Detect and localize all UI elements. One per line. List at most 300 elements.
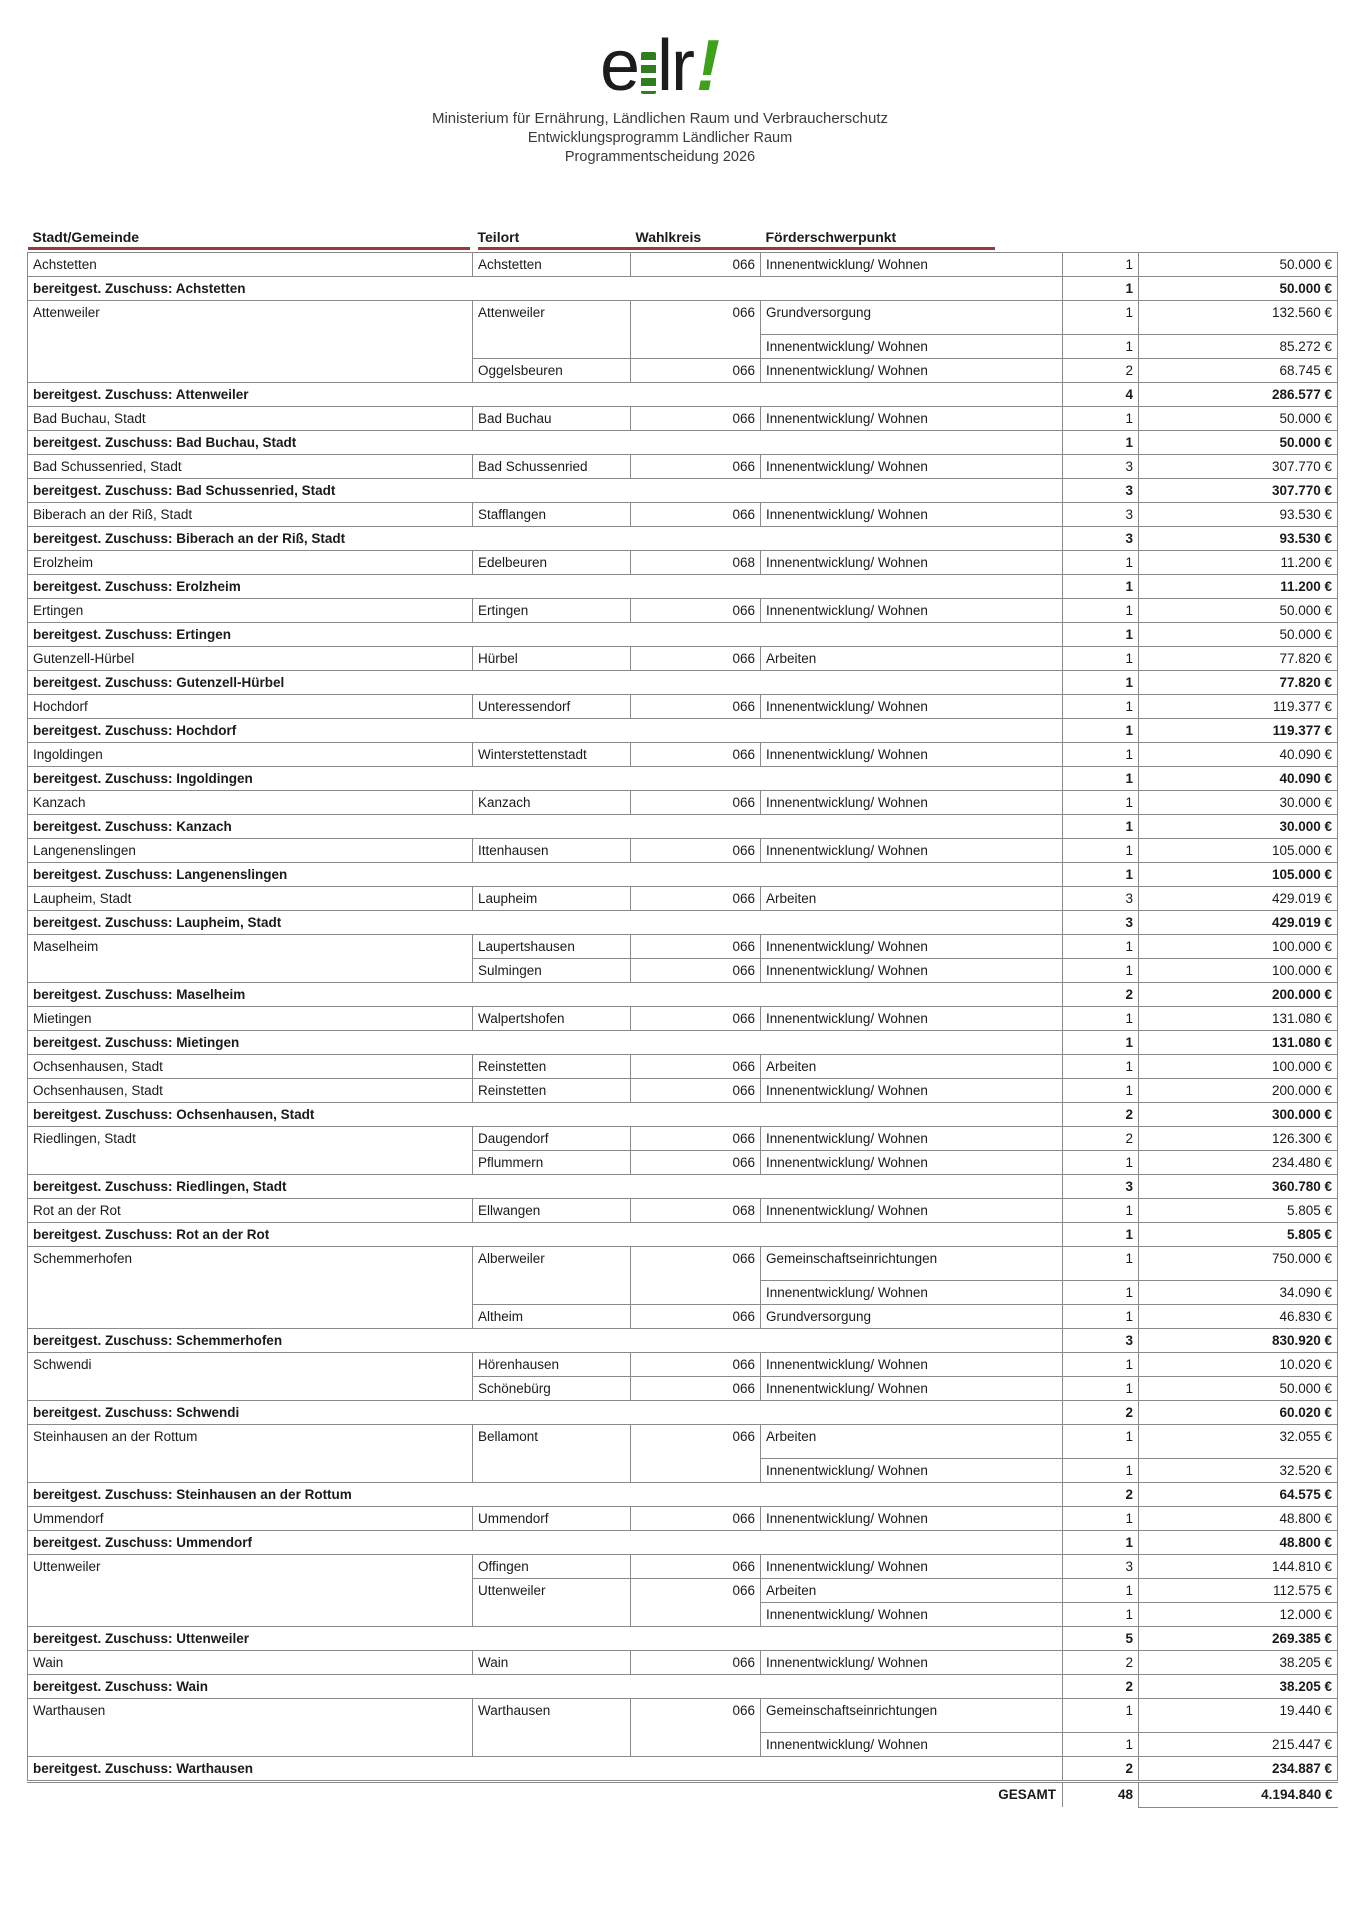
column-header-5 bbox=[1063, 222, 1139, 252]
column-header-3: Wahlkreis bbox=[631, 222, 761, 252]
cell-count: 1 bbox=[1063, 1246, 1139, 1280]
table-row-data bbox=[28, 1126, 1338, 1150]
cell-amount: 234.480 € bbox=[1139, 1150, 1338, 1174]
cell-amount: 30.000 € bbox=[1139, 790, 1338, 814]
subtotal-amount: 30.000 € bbox=[1139, 814, 1338, 838]
cell-wahlkreis: 066 bbox=[631, 502, 761, 526]
subtotal-amount: 360.780 € bbox=[1139, 1174, 1338, 1198]
table-row-data bbox=[28, 550, 1338, 574]
cell-stadt-gemeinde: Kanzach bbox=[28, 790, 473, 814]
cell-count: 1 bbox=[1063, 1054, 1139, 1078]
cell-foerderschwerpunkt: Innenentwicklung/ Wohnen bbox=[761, 934, 1063, 958]
header-row bbox=[28, 222, 1338, 252]
table-row-subtotal bbox=[28, 574, 1338, 598]
subtotal-amount: 48.800 € bbox=[1139, 1530, 1338, 1554]
cell-wahlkreis: 066 bbox=[631, 1376, 761, 1400]
cell-wahlkreis: 066 bbox=[631, 886, 761, 910]
cell-wahlkreis: 066 bbox=[631, 790, 761, 814]
cell-amount: 50.000 € bbox=[1139, 1376, 1338, 1400]
table-row-data bbox=[28, 886, 1338, 910]
cell-foerderschwerpunkt: Innenentwicklung/ Wohnen bbox=[761, 502, 1063, 526]
table-row-subtotal bbox=[28, 276, 1338, 300]
subtotal-amount: 269.385 € bbox=[1139, 1626, 1338, 1650]
cell-count: 1 bbox=[1063, 694, 1139, 718]
table-row-data bbox=[28, 742, 1338, 766]
cell-wahlkreis: 066 bbox=[631, 1650, 761, 1674]
cell-foerderschwerpunkt: Innenentwicklung/ Wohnen bbox=[761, 406, 1063, 430]
subtotal-count: 3 bbox=[1063, 910, 1139, 934]
table-row-data bbox=[28, 252, 1338, 276]
cell-wahlkreis: 066 bbox=[631, 1506, 761, 1530]
cell-amount: 105.000 € bbox=[1139, 838, 1338, 862]
cell-stadt-gemeinde: Bad Schussenried, Stadt bbox=[28, 454, 473, 478]
cell-foerderschwerpunkt: Innenentwicklung/ Wohnen bbox=[761, 334, 1063, 358]
logo-letter-e: e bbox=[599, 26, 639, 106]
cell-amount: 32.055 € bbox=[1139, 1424, 1338, 1458]
cell-foerderschwerpunkt: Innenentwicklung/ Wohnen bbox=[761, 694, 1063, 718]
subtotal-label: bereitgest. Zuschuss: Ochsenhausen, Stadt bbox=[28, 1102, 1063, 1126]
cell-teilort: Daugendorf bbox=[473, 1126, 631, 1150]
cell-foerderschwerpunkt: Arbeiten bbox=[761, 646, 1063, 670]
cell-count: 1 bbox=[1063, 1352, 1139, 1376]
cell-teilort: Laupheim bbox=[473, 886, 631, 910]
cell-amount: 38.205 € bbox=[1139, 1650, 1338, 1674]
subtotal-count: 2 bbox=[1063, 1756, 1139, 1781]
cell-count: 1 bbox=[1063, 300, 1139, 334]
cell-amount: 131.080 € bbox=[1139, 1006, 1338, 1030]
cell-teilort: Kanzach bbox=[473, 790, 631, 814]
cell-amount: 32.520 € bbox=[1139, 1458, 1338, 1482]
subtotal-label: bereitgest. Zuschuss: Achstetten bbox=[28, 276, 1063, 300]
table-row-subtotal bbox=[28, 1400, 1338, 1424]
cell-teilort: Reinstetten bbox=[473, 1054, 631, 1078]
cell-amount: 307.770 € bbox=[1139, 454, 1338, 478]
cell-teilort: Bad Buchau bbox=[473, 406, 631, 430]
cell-wahlkreis: 066 bbox=[631, 1054, 761, 1078]
elr-logo bbox=[599, 26, 720, 106]
cell-count: 1 bbox=[1063, 958, 1139, 982]
cell-teilort: Unteressendorf bbox=[473, 694, 631, 718]
table-row-data bbox=[28, 1054, 1338, 1078]
subtotal-label: bereitgest. Zuschuss: Warthausen bbox=[28, 1756, 1063, 1781]
cell-wahlkreis: 066 bbox=[631, 598, 761, 622]
subtotal-label: bereitgest. Zuschuss: Langenenslingen bbox=[28, 862, 1063, 886]
cell-teilort: Hörenhausen bbox=[473, 1352, 631, 1376]
cell-foerderschwerpunkt: Innenentwicklung/ Wohnen bbox=[761, 1506, 1063, 1530]
subtotal-label: bereitgest. Zuschuss: Riedlingen, Stadt bbox=[28, 1174, 1063, 1198]
cell-count: 1 bbox=[1063, 1198, 1139, 1222]
column-header-4: Förderschwerpunkt bbox=[761, 222, 1063, 252]
cell-count: 1 bbox=[1063, 934, 1139, 958]
subtotal-amount: 40.090 € bbox=[1139, 766, 1338, 790]
cell-wahlkreis: 068 bbox=[631, 1198, 761, 1222]
cell-wahlkreis: 068 bbox=[631, 550, 761, 574]
subtotal-count: 4 bbox=[1063, 382, 1139, 406]
cell-foerderschwerpunkt: Innenentwicklung/ Wohnen bbox=[761, 1458, 1063, 1482]
cell-foerderschwerpunkt: Innenentwicklung/ Wohnen bbox=[761, 1352, 1063, 1376]
cell-foerderschwerpunkt: Arbeiten bbox=[761, 886, 1063, 910]
cell-amount: 112.575 € bbox=[1139, 1578, 1338, 1602]
cell-count: 1 bbox=[1063, 1280, 1139, 1304]
subtotal-amount: 11.200 € bbox=[1139, 574, 1338, 598]
subtotal-count: 3 bbox=[1063, 1328, 1139, 1352]
cell-wahlkreis: 066 bbox=[631, 838, 761, 862]
cell-count: 2 bbox=[1063, 1126, 1139, 1150]
subtotal-label: bereitgest. Zuschuss: Attenweiler bbox=[28, 382, 1063, 406]
cell-wahlkreis: 066 bbox=[631, 1304, 761, 1328]
cell-count: 1 bbox=[1063, 550, 1139, 574]
cell-wahlkreis: 066 bbox=[631, 1554, 761, 1578]
cell-foerderschwerpunkt: Arbeiten bbox=[761, 1424, 1063, 1458]
cell-wahlkreis: 066 bbox=[631, 958, 761, 982]
cell-foerderschwerpunkt: Innenentwicklung/ Wohnen bbox=[761, 1126, 1063, 1150]
cell-foerderschwerpunkt: Innenentwicklung/ Wohnen bbox=[761, 1376, 1063, 1400]
cell-count: 1 bbox=[1063, 406, 1139, 430]
subtotal-count: 1 bbox=[1063, 622, 1139, 646]
cell-teilort: Achstetten bbox=[473, 252, 631, 276]
program-decision-year: Programmentscheidung 2026 bbox=[564, 149, 756, 165]
cell-teilort: Winterstettenstadt bbox=[473, 742, 631, 766]
cell-foerderschwerpunkt: Innenentwicklung/ Wohnen bbox=[761, 790, 1063, 814]
cell-foerderschwerpunkt: Innenentwicklung/ Wohnen bbox=[761, 1650, 1063, 1674]
table-row-subtotal bbox=[28, 1328, 1338, 1352]
subtotal-count: 1 bbox=[1063, 766, 1139, 790]
cell-wahlkreis: 066 bbox=[631, 300, 761, 358]
cell-foerderschwerpunkt: Innenentwicklung/ Wohnen bbox=[761, 598, 1063, 622]
table-row-data bbox=[28, 1198, 1338, 1222]
cell-foerderschwerpunkt: Innenentwicklung/ Wohnen bbox=[761, 1732, 1063, 1756]
cell-teilort: Alberweiler bbox=[473, 1246, 631, 1304]
subtotal-amount: 5.805 € bbox=[1139, 1222, 1338, 1246]
subtotal-count: 2 bbox=[1063, 1482, 1139, 1506]
cell-wahlkreis: 066 bbox=[631, 1698, 761, 1756]
funding-table-body bbox=[28, 252, 1338, 1807]
cell-stadt-gemeinde: Uttenweiler bbox=[28, 1554, 473, 1626]
cell-teilort: Uttenweiler bbox=[473, 1578, 631, 1626]
subtotal-amount: 286.577 € bbox=[1139, 382, 1338, 406]
table-row-data bbox=[28, 1698, 1338, 1732]
cell-wahlkreis: 066 bbox=[631, 1352, 761, 1376]
cell-count: 1 bbox=[1063, 1304, 1139, 1328]
cell-stadt-gemeinde: Erolzheim bbox=[28, 550, 473, 574]
cell-count: 1 bbox=[1063, 1732, 1139, 1756]
cell-teilort: Warthausen bbox=[473, 1698, 631, 1756]
cell-stadt-gemeinde: Wain bbox=[28, 1650, 473, 1674]
cell-teilort: Reinstetten bbox=[473, 1078, 631, 1102]
cell-foerderschwerpunkt: Innenentwicklung/ Wohnen bbox=[761, 454, 1063, 478]
subtotal-amount: 119.377 € bbox=[1139, 718, 1338, 742]
subtotal-amount: 77.820 € bbox=[1139, 670, 1338, 694]
subtotal-label: bereitgest. Zuschuss: Steinhausen an der Rottum bbox=[28, 1482, 1063, 1506]
subtotal-count: 1 bbox=[1063, 1030, 1139, 1054]
table-row-data bbox=[28, 934, 1338, 958]
cell-teilort: Hürbel bbox=[473, 646, 631, 670]
cell-foerderschwerpunkt: Gemeinschaftseinrichtungen bbox=[761, 1698, 1063, 1732]
subtotal-label: bereitgest. Zuschuss: Schemmerhofen bbox=[28, 1328, 1063, 1352]
cell-count: 1 bbox=[1063, 1424, 1139, 1458]
cell-count: 1 bbox=[1063, 646, 1139, 670]
cell-stadt-gemeinde: Steinhausen an der Rottum bbox=[28, 1424, 473, 1482]
logo-letters-lr: lr bbox=[657, 26, 694, 106]
cell-stadt-gemeinde: Rot an der Rot bbox=[28, 1198, 473, 1222]
subtotal-amount: 64.575 € bbox=[1139, 1482, 1338, 1506]
subtotal-count: 3 bbox=[1063, 526, 1139, 550]
cell-count: 3 bbox=[1063, 886, 1139, 910]
subtotal-label: bereitgest. Zuschuss: Biberach an der Riß, Stadt bbox=[28, 526, 1063, 550]
cell-foerderschwerpunkt: Innenentwicklung/ Wohnen bbox=[761, 550, 1063, 574]
cell-amount: 50.000 € bbox=[1139, 252, 1338, 276]
subtotal-amount: 50.000 € bbox=[1139, 276, 1338, 300]
cell-amount: 68.745 € bbox=[1139, 358, 1338, 382]
table-row-subtotal bbox=[28, 670, 1338, 694]
subtotal-count: 1 bbox=[1063, 814, 1139, 838]
cell-teilort: Schönebürg bbox=[473, 1376, 631, 1400]
subtotal-amount: 131.080 € bbox=[1139, 1030, 1338, 1054]
total-label: GESAMT bbox=[998, 1786, 1056, 1802]
cell-count: 1 bbox=[1063, 1078, 1139, 1102]
subtotal-label: bereitgest. Zuschuss: Laupheim, Stadt bbox=[28, 910, 1063, 934]
subtotal-count: 1 bbox=[1063, 718, 1139, 742]
subtotal-amount: 38.205 € bbox=[1139, 1674, 1338, 1698]
table-row-data bbox=[28, 454, 1338, 478]
logo-exclamation: ! bbox=[696, 26, 720, 106]
cell-count: 1 bbox=[1063, 742, 1139, 766]
table-row-data bbox=[28, 598, 1338, 622]
cell-amount: 34.090 € bbox=[1139, 1280, 1338, 1304]
table-row-data bbox=[28, 1424, 1338, 1458]
cell-amount: 85.272 € bbox=[1139, 334, 1338, 358]
cell-count: 2 bbox=[1063, 1650, 1139, 1674]
subtotal-count: 1 bbox=[1063, 276, 1139, 300]
cell-stadt-gemeinde: Schwendi bbox=[28, 1352, 473, 1400]
table-row-subtotal bbox=[28, 1174, 1338, 1198]
total-count: 48 bbox=[1063, 1781, 1139, 1807]
cell-teilort: Stafflangen bbox=[473, 502, 631, 526]
table-row-subtotal bbox=[28, 1674, 1338, 1698]
subtotal-count: 2 bbox=[1063, 1674, 1139, 1698]
table-row-subtotal bbox=[28, 718, 1338, 742]
cell-stadt-gemeinde: Biberach an der Riß, Stadt bbox=[28, 502, 473, 526]
subtotal-label: bereitgest. Zuschuss: Rot an der Rot bbox=[28, 1222, 1063, 1246]
cell-foerderschwerpunkt: Innenentwicklung/ Wohnen bbox=[761, 1554, 1063, 1578]
cell-amount: 429.019 € bbox=[1139, 886, 1338, 910]
subtotal-count: 1 bbox=[1063, 670, 1139, 694]
subtotal-count: 2 bbox=[1063, 982, 1139, 1006]
cell-teilort: Bellamont bbox=[473, 1424, 631, 1482]
table-row-data bbox=[28, 694, 1338, 718]
cell-teilort: Pflummern bbox=[473, 1150, 631, 1174]
table-row-data bbox=[28, 1078, 1338, 1102]
table-row-data bbox=[28, 838, 1338, 862]
cell-foerderschwerpunkt: Innenentwicklung/ Wohnen bbox=[761, 1602, 1063, 1626]
cell-amount: 200.000 € bbox=[1139, 1078, 1338, 1102]
subtotal-amount: 60.020 € bbox=[1139, 1400, 1338, 1424]
cell-wahlkreis: 066 bbox=[631, 934, 761, 958]
table-row-data bbox=[28, 646, 1338, 670]
cell-stadt-gemeinde: Laupheim, Stadt bbox=[28, 886, 473, 910]
subtotal-label: bereitgest. Zuschuss: Schwendi bbox=[28, 1400, 1063, 1424]
table-row-subtotal bbox=[28, 982, 1338, 1006]
table-row-data bbox=[28, 1246, 1338, 1280]
cell-count: 1 bbox=[1063, 1506, 1139, 1530]
subtotal-label: bereitgest. Zuschuss: Bad Buchau, Stadt bbox=[28, 430, 1063, 454]
cell-amount: 10.020 € bbox=[1139, 1352, 1338, 1376]
cell-teilort: Laupertshausen bbox=[473, 934, 631, 958]
cell-wahlkreis: 066 bbox=[631, 454, 761, 478]
cell-teilort: Walpertshofen bbox=[473, 1006, 631, 1030]
table-row-data bbox=[28, 1352, 1338, 1376]
cell-count: 1 bbox=[1063, 1602, 1139, 1626]
table-row-subtotal bbox=[28, 478, 1338, 502]
cell-foerderschwerpunkt: Innenentwicklung/ Wohnen bbox=[761, 1198, 1063, 1222]
cell-teilort: Offingen bbox=[473, 1554, 631, 1578]
table-row-subtotal bbox=[28, 1102, 1338, 1126]
cell-foerderschwerpunkt: Innenentwicklung/ Wohnen bbox=[761, 958, 1063, 982]
total-amount: 4.194.840 € bbox=[1139, 1781, 1338, 1807]
cell-amount: 19.440 € bbox=[1139, 1698, 1338, 1732]
cell-wahlkreis: 066 bbox=[631, 358, 761, 382]
cell-count: 1 bbox=[1063, 334, 1139, 358]
subtotal-label: bereitgest. Zuschuss: Erolzheim bbox=[28, 574, 1063, 598]
cell-stadt-gemeinde: Riedlingen, Stadt bbox=[28, 1126, 473, 1174]
cell-count: 1 bbox=[1063, 252, 1139, 276]
subtotal-count: 1 bbox=[1063, 1530, 1139, 1554]
subtotal-count: 2 bbox=[1063, 1102, 1139, 1126]
cell-amount: 50.000 € bbox=[1139, 598, 1338, 622]
table-row-subtotal bbox=[28, 814, 1338, 838]
subtotal-amount: 50.000 € bbox=[1139, 622, 1338, 646]
cell-foerderschwerpunkt: Gemeinschaftseinrichtungen bbox=[761, 1246, 1063, 1280]
table-row-subtotal bbox=[28, 430, 1338, 454]
cell-amount: 11.200 € bbox=[1139, 550, 1338, 574]
subtotal-amount: 300.000 € bbox=[1139, 1102, 1338, 1126]
subtotal-amount: 830.920 € bbox=[1139, 1328, 1338, 1352]
cell-amount: 12.000 € bbox=[1139, 1602, 1338, 1626]
table-row-data bbox=[28, 1506, 1338, 1530]
program-name: Entwicklungsprogramm Ländlicher Raum bbox=[527, 130, 793, 146]
cell-stadt-gemeinde: Mietingen bbox=[28, 1006, 473, 1030]
cell-count: 1 bbox=[1063, 1458, 1139, 1482]
cell-amount: 100.000 € bbox=[1139, 934, 1338, 958]
table-row-data bbox=[28, 1554, 1338, 1578]
cell-wahlkreis: 066 bbox=[631, 1006, 761, 1030]
cell-foerderschwerpunkt: Innenentwicklung/ Wohnen bbox=[761, 358, 1063, 382]
cell-wahlkreis: 066 bbox=[631, 406, 761, 430]
subtotal-count: 1 bbox=[1063, 862, 1139, 886]
cell-foerderschwerpunkt: Innenentwicklung/ Wohnen bbox=[761, 1078, 1063, 1102]
cell-teilort: Altheim bbox=[473, 1304, 631, 1328]
subtotal-count: 2 bbox=[1063, 1400, 1139, 1424]
subtotal-count: 1 bbox=[1063, 1222, 1139, 1246]
cell-teilort: Sulmingen bbox=[473, 958, 631, 982]
cell-stadt-gemeinde: Ochsenhausen, Stadt bbox=[28, 1054, 473, 1078]
funding-table bbox=[27, 222, 1338, 1808]
column-header-6 bbox=[1139, 222, 1338, 252]
table-row-subtotal bbox=[28, 862, 1338, 886]
column-header-2: Teilort bbox=[473, 222, 631, 252]
subtotal-count: 1 bbox=[1063, 574, 1139, 598]
cell-wahlkreis: 066 bbox=[631, 646, 761, 670]
cell-foerderschwerpunkt: Arbeiten bbox=[761, 1578, 1063, 1602]
table-row-subtotal bbox=[28, 1626, 1338, 1650]
cell-amount: 100.000 € bbox=[1139, 958, 1338, 982]
cell-amount: 100.000 € bbox=[1139, 1054, 1338, 1078]
cell-count: 3 bbox=[1063, 1554, 1139, 1578]
cell-count: 1 bbox=[1063, 838, 1139, 862]
cell-stadt-gemeinde: Ertingen bbox=[28, 598, 473, 622]
cell-amount: 215.447 € bbox=[1139, 1732, 1338, 1756]
table-row-subtotal bbox=[28, 1030, 1338, 1054]
document-header bbox=[0, 26, 1320, 165]
subtotal-amount: 234.887 € bbox=[1139, 1756, 1338, 1781]
table-row-data bbox=[28, 300, 1338, 334]
table-row-subtotal bbox=[28, 622, 1338, 646]
table-row-total bbox=[28, 1781, 1338, 1807]
cell-count: 1 bbox=[1063, 598, 1139, 622]
subtotal-amount: 105.000 € bbox=[1139, 862, 1338, 886]
cell-amount: 144.810 € bbox=[1139, 1554, 1338, 1578]
subtotal-count: 1 bbox=[1063, 430, 1139, 454]
cell-wahlkreis: 066 bbox=[631, 742, 761, 766]
subtotal-count: 3 bbox=[1063, 478, 1139, 502]
cell-amount: 119.377 € bbox=[1139, 694, 1338, 718]
cell-count: 3 bbox=[1063, 502, 1139, 526]
cell-stadt-gemeinde: Ingoldingen bbox=[28, 742, 473, 766]
cell-foerderschwerpunkt: Innenentwicklung/ Wohnen bbox=[761, 1150, 1063, 1174]
cell-foerderschwerpunkt: Innenentwicklung/ Wohnen bbox=[761, 1280, 1063, 1304]
cell-wahlkreis: 066 bbox=[631, 1424, 761, 1482]
cell-count: 1 bbox=[1063, 1376, 1139, 1400]
cell-stadt-gemeinde: Warthausen bbox=[28, 1698, 473, 1756]
cell-stadt-gemeinde: Ochsenhausen, Stadt bbox=[28, 1078, 473, 1102]
table-row-subtotal bbox=[28, 1222, 1338, 1246]
cell-amount: 750.000 € bbox=[1139, 1246, 1338, 1280]
cell-stadt-gemeinde: Langenenslingen bbox=[28, 838, 473, 862]
cell-count: 3 bbox=[1063, 454, 1139, 478]
cell-teilort: Edelbeuren bbox=[473, 550, 631, 574]
cell-count: 1 bbox=[1063, 790, 1139, 814]
cell-foerderschwerpunkt: Grundversorgung bbox=[761, 1304, 1063, 1328]
cell-stadt-gemeinde: Bad Buchau, Stadt bbox=[28, 406, 473, 430]
cell-wahlkreis: 066 bbox=[631, 252, 761, 276]
subtotal-label: bereitgest. Zuschuss: Maselheim bbox=[28, 982, 1063, 1006]
cell-amount: 77.820 € bbox=[1139, 646, 1338, 670]
cell-count: 1 bbox=[1063, 1006, 1139, 1030]
table-row-subtotal bbox=[28, 382, 1338, 406]
cell-stadt-gemeinde: Achstetten bbox=[28, 252, 473, 276]
table-row-subtotal bbox=[28, 910, 1338, 934]
table-row-subtotal bbox=[28, 766, 1338, 790]
cell-stadt-gemeinde: Ummendorf bbox=[28, 1506, 473, 1530]
cell-teilort: Ummendorf bbox=[473, 1506, 631, 1530]
subtotal-label: bereitgest. Zuschuss: Uttenweiler bbox=[28, 1626, 1063, 1650]
cell-teilort: Ertingen bbox=[473, 598, 631, 622]
subtotal-count: 3 bbox=[1063, 1174, 1139, 1198]
cell-teilort: Attenweiler bbox=[473, 300, 631, 358]
cell-amount: 50.000 € bbox=[1139, 406, 1338, 430]
table-row-subtotal bbox=[28, 1530, 1338, 1554]
cell-wahlkreis: 066 bbox=[631, 694, 761, 718]
cell-stadt-gemeinde: Hochdorf bbox=[28, 694, 473, 718]
cell-foerderschwerpunkt: Innenentwicklung/ Wohnen bbox=[761, 1006, 1063, 1030]
subtotal-label: bereitgest. Zuschuss: Kanzach bbox=[28, 814, 1063, 838]
cell-count: 2 bbox=[1063, 358, 1139, 382]
cell-stadt-gemeinde: Gutenzell-Hürbel bbox=[28, 646, 473, 670]
subtotal-label: bereitgest. Zuschuss: Ummendorf bbox=[28, 1530, 1063, 1554]
funding-table-head bbox=[28, 222, 1338, 252]
column-header-1: Stadt/Gemeinde bbox=[28, 222, 473, 252]
cell-foerderschwerpunkt: Innenentwicklung/ Wohnen bbox=[761, 252, 1063, 276]
